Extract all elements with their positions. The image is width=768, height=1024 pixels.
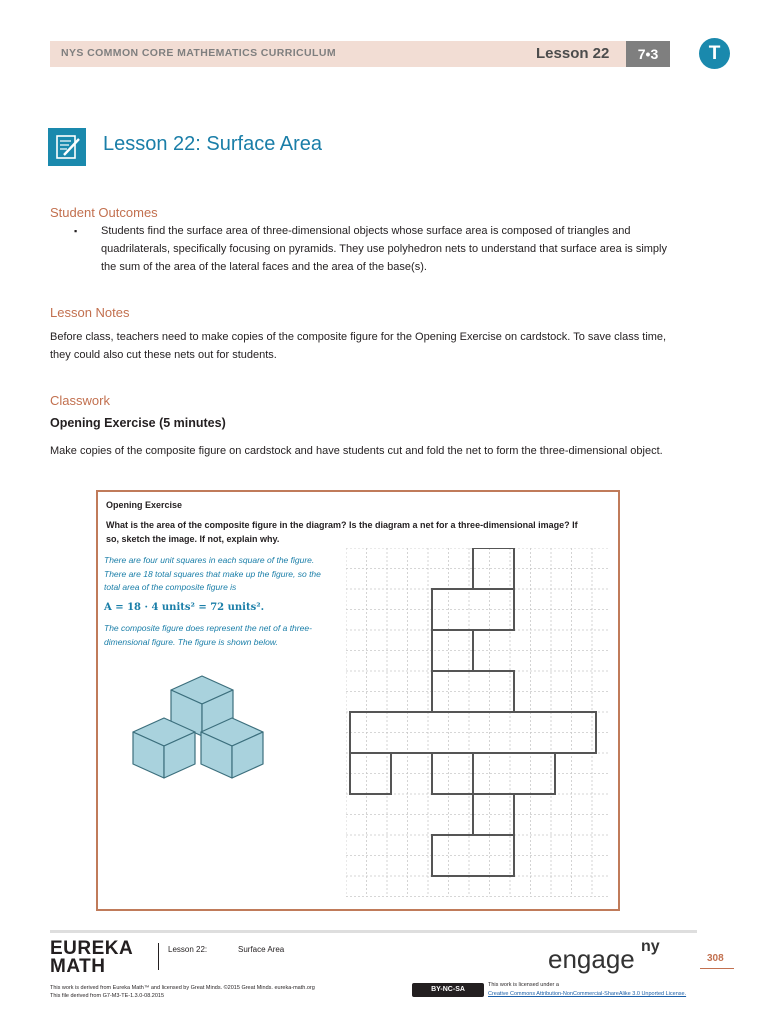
composite-net-grid: [346, 548, 610, 898]
header-lesson-label: Lesson 22: [536, 45, 610, 62]
footer-rule: [50, 930, 697, 933]
three-cube-figure: [132, 672, 272, 787]
license-link[interactable]: Creative Commons Attribution-NonCommercial-ShareAlike 3.0 Unported License.: [488, 991, 687, 997]
box-question: What is the area of the composite figure in the diagram? Is the diagram a net for a three-dimensional image? If so, sketch the image. If not, explain why.: [106, 520, 578, 544]
credit-line-2: This file derived from G7-M3-TE-1.3.0-08.2015: [50, 993, 165, 999]
logo-line-1: EUREKA: [50, 938, 134, 959]
student-outcomes-heading: Student Outcomes: [50, 205, 158, 220]
lesson-notes-heading: Lesson Notes: [50, 305, 130, 320]
bullet-marker: ▪: [74, 226, 78, 236]
cc-license-badge[interactable]: BY-NC-SA: [412, 983, 484, 997]
answer-text-2: The composite figure does represent the net of a three-dimensional figure. The figure is shown below.: [104, 623, 312, 647]
box-title: Opening Exercise: [106, 500, 183, 510]
curriculum-label: NYS COMMON CORE MATHEMATICS CURRICULUM: [61, 47, 336, 59]
header-bar: [50, 41, 670, 67]
classwork-text: Make copies of the composite figure on cardstock and have students cut and fold the net to form the three-dimensional object.: [50, 445, 663, 457]
logo-line-2: MATH: [50, 956, 106, 977]
opening-exercise-box: [96, 490, 620, 911]
module-badge: 7•3: [626, 41, 670, 67]
opening-exercise-heading: Opening Exercise (5 minutes): [50, 416, 226, 430]
engage-ny-logo: engage: [548, 944, 635, 974]
answer-text-1: There are four unit squares in each square of the figure. There are 18 total squares that make up the figure, so the total area of the composite figure is: [104, 555, 321, 592]
page-number-rule: [700, 968, 734, 969]
teacher-badge: T: [699, 38, 730, 69]
lesson-title: Lesson 22: Surface Area: [103, 133, 323, 155]
area-formula: A = 18 · 4 units² = 72 units².: [104, 602, 265, 613]
lesson-notes-text: Before class, teachers need to make copies of the composite figure for the Opening Exercise on cardstock. To save class time, they could also cut these nets out for students.: [50, 331, 667, 361]
credit-line-1: This work is derived from Eureka Math™ and licensed by Great Minds. ©2015 Great Minds. eureka-math.org: [50, 985, 315, 991]
engage-ny-superscript: ny: [641, 938, 660, 955]
eureka-math-logo: [50, 940, 133, 976]
license-text: This work is licensed under a: [488, 982, 559, 988]
net-face: [432, 671, 514, 712]
footer-topic: Surface Area: [238, 945, 285, 954]
footer-divider: [158, 943, 159, 970]
page-number: 308: [707, 953, 724, 964]
net-face: [432, 835, 514, 876]
classwork-heading: Classwork: [50, 393, 110, 408]
footer-lesson-label: Lesson 22:: [168, 945, 208, 954]
net-face: [432, 589, 514, 630]
notebook-pencil-icon: [48, 128, 86, 166]
student-outcomes-text: Students find the surface area of three-dimensional objects whose surface area is composed of triangles and quadrilaterals, specifically focusing on pyramids. They use polyhedron nets to understand that surface area is simply the sum of the area of the lateral faces and the area of the base(s).: [101, 225, 667, 273]
